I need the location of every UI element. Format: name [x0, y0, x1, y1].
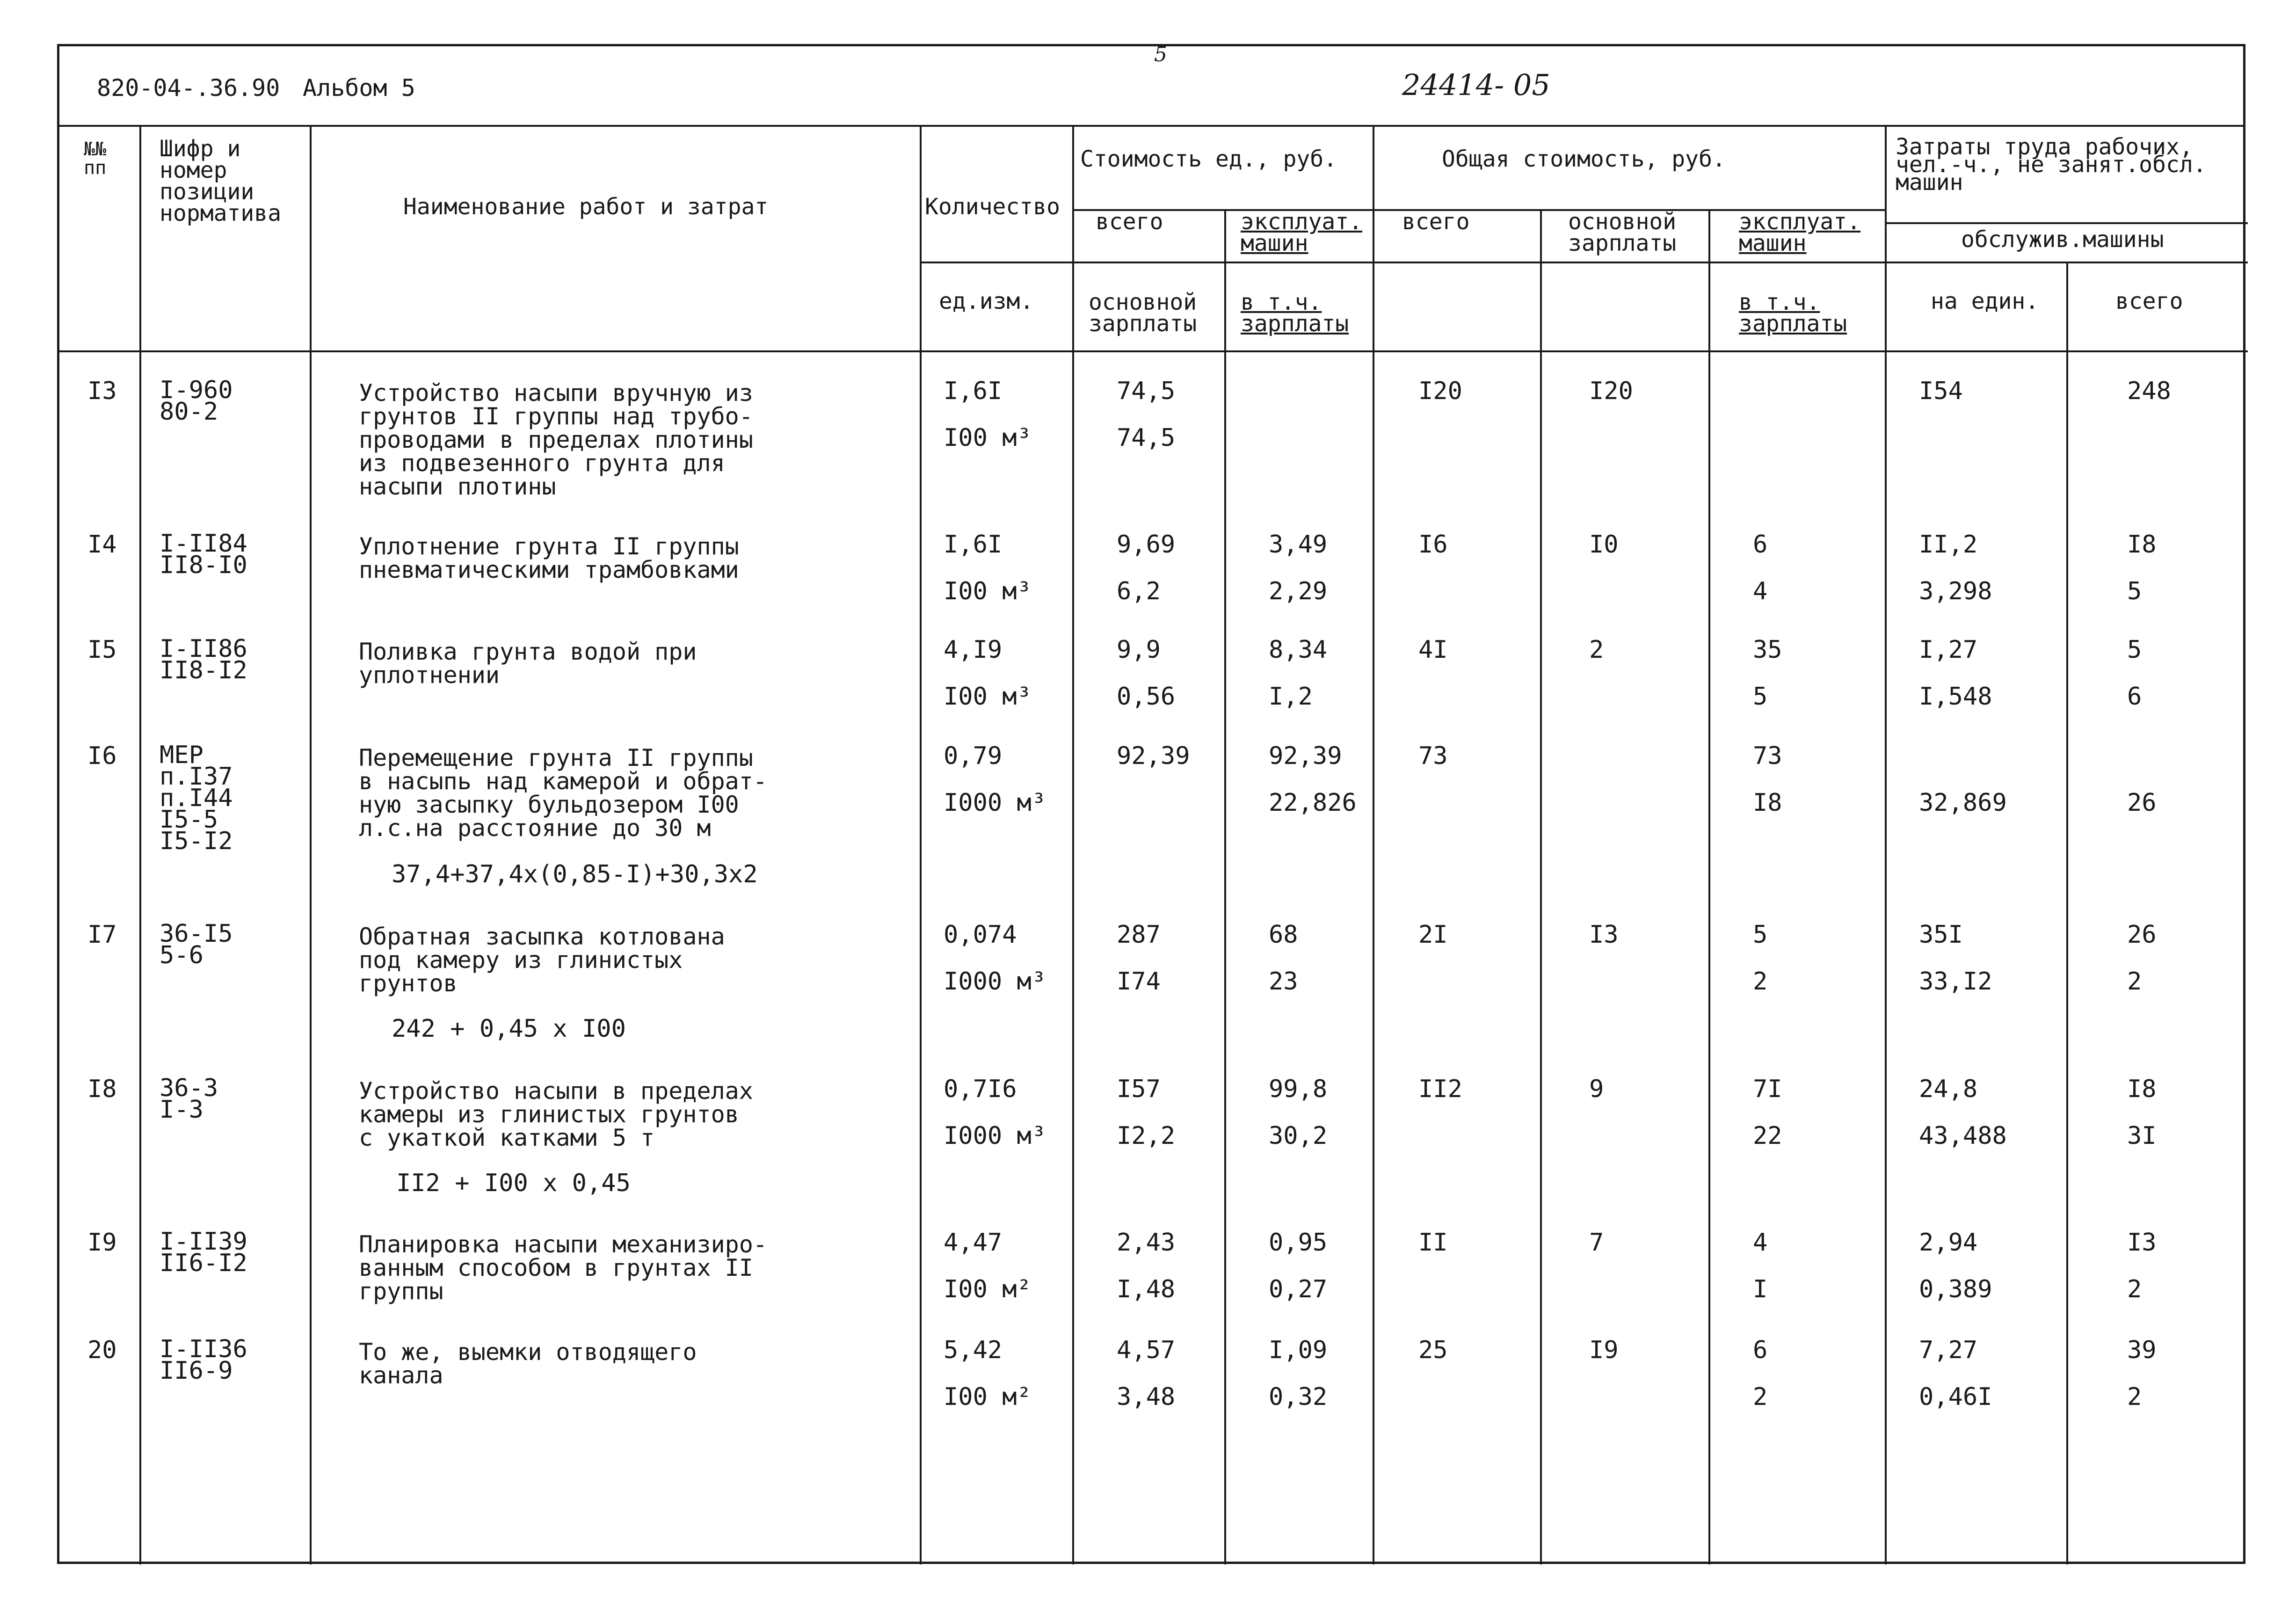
row-unit-machines: 0,95 [1269, 1229, 1328, 1257]
row-total-machines: 6 [1753, 1336, 1768, 1364]
row-unit-machines: 99,8 [1269, 1075, 1328, 1103]
row-qty: 0,074 [944, 921, 1017, 949]
row-qty: 5,42 [944, 1336, 1003, 1364]
col-header-unit-basic: основной зарплаты [1089, 289, 1197, 337]
row-labor-per-unit-service: 0,46I [1919, 1383, 1992, 1411]
row-labor-per-unit: 24,8 [1919, 1075, 1978, 1103]
row-labor-per-unit: 7,27 [1919, 1336, 1978, 1364]
row-code: I-II86 II8-I2 [160, 635, 247, 684]
row-labor-per-unit: II,2 [1919, 531, 1978, 559]
row-labor-total-service: 2 [2127, 1275, 2142, 1303]
row-qty: 0,7I6 [944, 1075, 1017, 1103]
row-total-machines-wages: 4 [1753, 577, 1768, 605]
col-header-labor-total: всего [2115, 288, 2183, 314]
page-number: 5 [1154, 43, 1167, 66]
row-name: То же, выемки отводящего канала [359, 1338, 697, 1389]
col-header-labor-service: обслужив.машины [1961, 226, 2164, 253]
row-unit: I000 м³ [944, 1122, 1046, 1150]
row-code: МЕР п.I37 п.I44 I5-5 I5-I2 [160, 741, 233, 855]
row-labor-per-unit-service: 0,389 [1919, 1275, 1992, 1303]
col-line [1708, 209, 1710, 1564]
row-total-basic: I0 [1589, 531, 1619, 559]
row-total-machines: 6 [1753, 531, 1768, 559]
col-header-code: Шифр и номер позиции норматива [160, 136, 282, 226]
row-labor-per-unit-service: I,548 [1919, 683, 1992, 711]
row-total-machines: 4 [1753, 1229, 1768, 1257]
row-labor-per-unit: I54 [1919, 377, 1963, 405]
row-unit-total: I57 [1117, 1075, 1161, 1103]
row-formula: 242 + 0,45 х I00 [392, 1015, 626, 1043]
row-unit-basic: 74,5 [1117, 424, 1176, 452]
row-labor-total: I3 [2127, 1229, 2157, 1257]
row-formula: 37,4+37,4х(0,85-I)+30,3х2 [392, 860, 758, 888]
document-code: 820-04-.36.90 [97, 74, 280, 102]
document-frame [57, 44, 2245, 1564]
col-header-qty: Количество [925, 194, 1060, 220]
album-label: Альбом 5 [303, 74, 415, 102]
row-code: I-II36 II6-9 [160, 1335, 247, 1385]
row-qty: 4,I9 [944, 636, 1003, 664]
row-labor-total-service: 5 [2127, 577, 2142, 605]
row-total-total: 4I [1418, 636, 1448, 664]
row-unit-machines: 8,34 [1269, 636, 1328, 664]
col-header-unit-machines: эксплуат. машин [1241, 209, 1363, 256]
col-header-total-basic: основной зарплаты [1568, 209, 1677, 256]
row-num: I5 [87, 636, 117, 664]
col-line [310, 125, 312, 1564]
row-unit-basic: I,48 [1117, 1275, 1176, 1303]
row-formula: II2 + I00 х 0,45 [396, 1169, 631, 1197]
col-header-labor: Затраты труда рабочих, чел.-ч., не занят.обсл. машин [1896, 134, 2207, 196]
row-total-basic: I3 [1589, 921, 1619, 949]
row-code: I-II39 II6-I2 [160, 1228, 247, 1277]
row-labor-total-service: 6 [2127, 683, 2142, 711]
row-total-total: 73 [1418, 742, 1448, 770]
col-header-total-cost: Общая стоимость, руб. [1442, 146, 1726, 172]
row-unit-basic: I2,2 [1117, 1122, 1176, 1150]
row-labor-per-unit-service: 3,298 [1919, 577, 1992, 605]
row-total-total: II [1418, 1229, 1448, 1257]
row-qty: I,6I [944, 377, 1003, 405]
row-name: Устройство насыпи в пределах камеры из глинистых грунтов с укаткой катками 5 т [359, 1077, 753, 1151]
col-header-total-machines: эксплуат. машин [1739, 209, 1861, 256]
col-header-unit-total: всего [1096, 209, 1163, 235]
row-unit-machines: I,09 [1269, 1336, 1328, 1364]
row-total-machines-wages: I8 [1753, 789, 1782, 817]
row-unit-machines: 92,39 [1269, 742, 1342, 770]
row-total-total: II2 [1418, 1075, 1462, 1103]
row-line [1885, 222, 2248, 224]
row-total-machines-wages: 2 [1753, 967, 1768, 996]
row-total-total: 2I [1418, 921, 1448, 949]
row-total-machines: 35 [1753, 636, 1782, 664]
row-labor-per-unit: 2,94 [1919, 1229, 1978, 1257]
row-labor-per-unit: I,27 [1919, 636, 1978, 664]
row-total-machines-wages: I [1753, 1275, 1768, 1303]
col-header-unit-machines-wages: в т.ч. зарплаты [1241, 289, 1349, 337]
row-num: I8 [87, 1075, 117, 1103]
row-total-total: 25 [1418, 1336, 1448, 1364]
row-total-machines: 73 [1753, 742, 1782, 770]
row-code: I-960 80-2 [160, 376, 233, 426]
row-unit: I00 м³ [944, 683, 1032, 711]
row-unit-total: 287 [1117, 921, 1161, 949]
row-labor-per-unit: 35I [1919, 921, 1963, 949]
row-code: 36-3 I-3 [160, 1074, 218, 1124]
col-header-num: №№ пп [84, 138, 107, 179]
col-line [2066, 262, 2068, 1564]
col-line [1540, 209, 1542, 1564]
row-total-basic: 9 [1589, 1075, 1604, 1103]
row-total-machines-wages: 2 [1753, 1383, 1768, 1411]
col-header-unit-cost: Стоимость ед., руб. [1080, 146, 1337, 172]
row-unit-total: 9,69 [1117, 531, 1176, 559]
row-num: I7 [87, 921, 117, 949]
header-bottom-line [59, 350, 2248, 352]
row-unit-total: 2,43 [1117, 1229, 1176, 1257]
row-total-basic: 2 [1589, 636, 1604, 664]
row-unit-machines-wages: 2,29 [1269, 577, 1328, 605]
row-total-total: I20 [1418, 377, 1462, 405]
row-code: I-II84 II8-I0 [160, 530, 247, 579]
row-num: I9 [87, 1229, 117, 1257]
row-labor-per-unit-service: 43,488 [1919, 1122, 2007, 1150]
handwritten-number: 24414- 05 [1402, 68, 1550, 102]
row-labor-total: 26 [2127, 921, 2157, 949]
row-labor-total: I8 [2127, 531, 2157, 559]
row-unit-machines: 68 [1269, 921, 1298, 949]
col-line [1224, 209, 1226, 1564]
col-header-total-total: всего [1402, 209, 1470, 235]
row-unit: I000 м³ [944, 967, 1046, 996]
row-labor-total: 39 [2127, 1336, 2157, 1364]
row-unit: I000 м³ [944, 789, 1046, 817]
row-unit-total: 9,9 [1117, 636, 1161, 664]
row-num: I3 [87, 377, 117, 405]
row-num: 20 [87, 1336, 117, 1364]
row-labor-per-unit-service: 32,869 [1919, 789, 2007, 817]
col-header-total-machines-wages: в т.ч. зарплаты [1739, 289, 1847, 337]
row-name: Перемещение грунта II группы в насыпь над камерой и обрат- ную засыпку бульдозером I00 л.с.на расстояние до 30 м [359, 744, 767, 842]
row-num: I4 [87, 531, 117, 559]
row-unit-machines-wages: 0,32 [1269, 1383, 1328, 1411]
row-labor-total-service: 2 [2127, 967, 2142, 996]
col-line [1373, 125, 1374, 1564]
row-total-machines-wages: 5 [1753, 683, 1768, 711]
row-unit-machines-wages: I,2 [1269, 683, 1313, 711]
row-labor-total-service: 26 [2127, 789, 2157, 817]
col-line [1072, 125, 1074, 1564]
col-header-unit: ед.изм. [939, 288, 1034, 314]
col-header-labor-per-unit: на един. [1931, 288, 2039, 314]
row-qty: I,6I [944, 531, 1003, 559]
col-line [920, 125, 922, 1564]
row-labor-total-service: 2 [2127, 1383, 2142, 1411]
row-num: I6 [87, 742, 117, 770]
row-total-total: I6 [1418, 531, 1448, 559]
row-labor-total: I8 [2127, 1075, 2157, 1103]
col-line [139, 125, 141, 1564]
row-labor-total: 5 [2127, 636, 2142, 664]
row-name: Планировка насыпи механизиро- ванным способом в грунтах II группы [359, 1231, 767, 1305]
row-unit-total: 74,5 [1117, 377, 1176, 405]
row-labor-total: 248 [2127, 377, 2171, 405]
row-unit-machines-wages: 22,826 [1269, 789, 1357, 817]
row-unit-machines: 3,49 [1269, 531, 1328, 559]
row-name: Устройство насыпи вручную из грунтов II группы над трубо- проводами в пределах плотины из подвезенного грунта для насыпи плотины [359, 379, 753, 500]
row-unit-machines-wages: 23 [1269, 967, 1298, 996]
row-unit: I00 м² [944, 1383, 1032, 1411]
row-unit-total: 4,57 [1117, 1336, 1176, 1364]
row-labor-total-service: 3I [2127, 1122, 2157, 1150]
row-total-basic: 7 [1589, 1229, 1604, 1257]
row-total-machines: 5 [1753, 921, 1768, 949]
row-qty: 4,47 [944, 1229, 1003, 1257]
row-code: 36-I5 5-6 [160, 920, 233, 969]
col-header-name: Наименование работ и затрат [403, 194, 769, 220]
row-unit: I00 м² [944, 1275, 1032, 1303]
row-total-machines-wages: 22 [1753, 1122, 1782, 1150]
row-total-machines: 7I [1753, 1075, 1782, 1103]
row-name: Уплотнение грунта II группы пневматическими трамбовками [359, 533, 739, 583]
col-line [1885, 125, 1887, 1564]
row-name: Обратная засыпка котлована под камеру из глинистых грунтов [359, 923, 725, 997]
row-name: Поливка грунта водой при уплотнении [359, 638, 697, 689]
row-unit-machines-wages: 30,2 [1269, 1122, 1328, 1150]
header-divider [59, 125, 2243, 127]
row-unit-basic: 0,56 [1117, 683, 1176, 711]
row-total-basic: I9 [1589, 1336, 1619, 1364]
row-unit: I00 м³ [944, 577, 1032, 605]
row-unit-basic: 6,2 [1117, 577, 1161, 605]
row-qty: 0,79 [944, 742, 1003, 770]
row-unit-machines-wages: 0,27 [1269, 1275, 1328, 1303]
row-line [920, 262, 2248, 263]
row-unit-basic: 3,48 [1117, 1383, 1176, 1411]
row-labor-per-unit-service: 33,I2 [1919, 967, 1992, 996]
row-total-basic: I20 [1589, 377, 1633, 405]
row-unit-total: 92,39 [1117, 742, 1190, 770]
row-unit-basic: I74 [1117, 967, 1161, 996]
row-unit: I00 м³ [944, 424, 1032, 452]
